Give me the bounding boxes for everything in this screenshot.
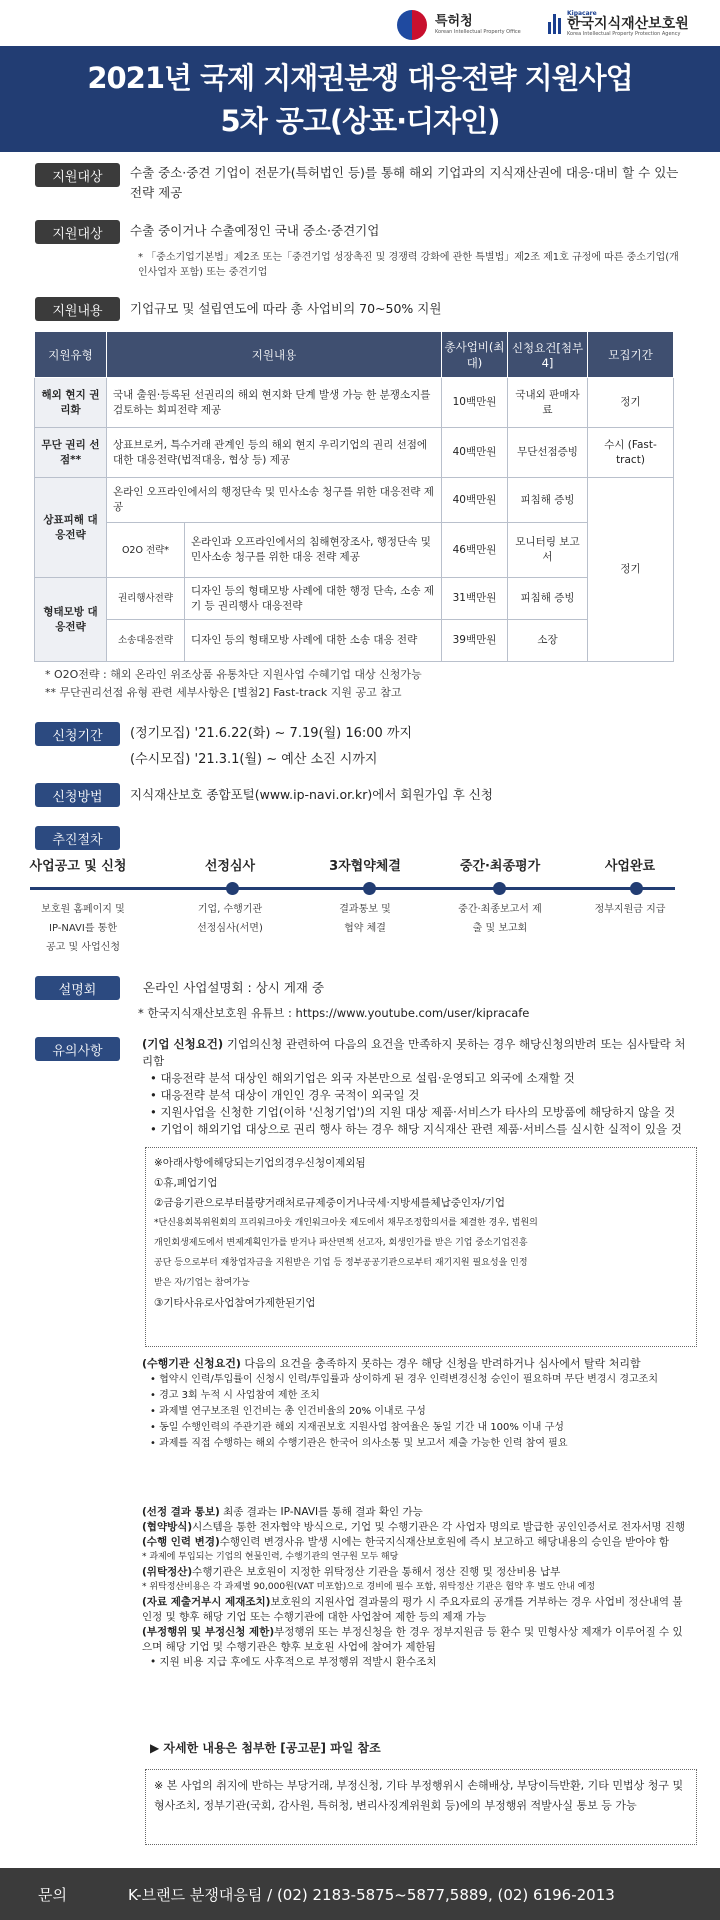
table-row	[35, 428, 674, 478]
item-text: 대응전략 분석 대상이 개인인 경우 국적이 외국일 것	[160, 1088, 420, 1102]
step-dot	[493, 882, 506, 895]
label-method: 신청방법	[35, 783, 120, 807]
item-text: 협약시 인력/투입률이 신청시 인력/투입률과 상이하게 된 경우 인력변경신청 승인이 필요하며 무단 변경시 경고조치	[159, 1374, 658, 1385]
kipo-name: 특허청	[435, 14, 473, 29]
box-line: 공단 등으로부터 재창업자금을 지원받은 기업 등 정부공공기관으로부터 재기지원 필요성을 인정	[154, 1258, 528, 1268]
item-text: 과제를 직접 수행하는 해외 수행기관은 한국어 의사소통 및 보고서 제출 가능한 인력 참여 필요	[159, 1438, 568, 1449]
cell-period: 수시 (Fast-tract)	[588, 428, 674, 478]
desc-line: 정부지원금 지급	[594, 904, 666, 915]
cell-period: 정기	[588, 378, 674, 428]
target2-note: * 「중소기업기본법」제2조 또는「중견기업 성장촉진 및 경쟁력 강화에 관한 특별법」제2조 제1호 규정에 따른 중소기업(개인사업자 포함) 또는 중견기업	[138, 252, 679, 278]
desc-line: 선정심사(서면)	[197, 923, 263, 934]
p5-title: (수행 인력 변경)	[142, 1536, 220, 1548]
cell-req: 국내외 판매자료	[508, 378, 588, 428]
box-line: ※아래사항에해당되는기업의경우신청이제외됨	[154, 1157, 366, 1169]
item-text: 대응전략 분석 대상인 해외기업은 외국 자본만으로 설립·운영되고 외국에 소재할 것	[160, 1071, 575, 1085]
cell-cost: 40백만원	[442, 478, 508, 523]
desc-line: 출 및 보고회	[472, 923, 528, 934]
detail-note: ▶ 자세한 내용은 첨부한 [공고문] 파일 참조	[150, 1741, 381, 1755]
label-content: 지원내용	[35, 297, 120, 321]
step-3: 3자협약체결	[329, 859, 401, 874]
label-target2: 지원대상	[35, 220, 120, 244]
p1-title: (기업 신청요건)	[142, 1037, 224, 1051]
desc-line: 결과통보 및	[339, 904, 391, 915]
kipa-logo	[548, 10, 689, 37]
list-item: • 대응전략 분석 대상이 개인인 경우 국적이 외국일 것	[150, 1088, 420, 1102]
banner-title: 2021년 국제 지재권분쟁 대응전략 지원사업	[87, 61, 633, 95]
p8-text: 부정행위 또는 부정신청을 한 경우 정부지원금 등 환수 및 민형사상 제재가 이루어질 수 있으며 해당 기업 및 수행기관은 향후 보호원 사업에 참여가 제한됨	[142, 1626, 683, 1653]
kipa-name: 한국지식재산보호원	[567, 16, 689, 32]
kipa-emblem-icon	[548, 14, 561, 34]
process-timeline	[0, 840, 720, 900]
cell-cost: 10백만원	[442, 378, 508, 428]
cell-req: 피침해 증빙	[508, 478, 588, 523]
cell-type: 해외 현지 권리화	[35, 378, 107, 428]
support-table	[34, 331, 674, 662]
list-item: • 과제별 연구보조원 인건비는 총 인건비율의 20% 이내로 구성	[150, 1406, 426, 1417]
content-text: 기업규모 및 설립연도에 따라 총 사업비의 70~50% 지원	[130, 301, 442, 316]
step-5: 사업완료	[604, 859, 656, 874]
item-text: 지원 비용 지급 후에도 사후적으로 부정행위 적발시 환수조치	[159, 1656, 437, 1668]
th-period: 모집기간	[588, 332, 674, 378]
kipo-emblem-icon	[397, 10, 427, 40]
label-target1: 지원대상	[35, 163, 120, 187]
cell-content: 온라인 오프라인에서의 행정단속 및 민사소송 청구를 위한 대응전략 제공	[107, 478, 442, 523]
list-item: • 경고 3회 누적 시 사업참여 제한 조치	[150, 1390, 320, 1401]
cell-cost: 31백만원	[442, 578, 508, 620]
cell-type: 무단 권리 선점**	[35, 428, 107, 478]
step-dot	[363, 882, 376, 895]
warning-box: ※ 본 사업의 취지에 반하는 부당거래, 부정신청, 기타 부정행위시 손해배상, 부당이득반환, 기타 민법상 청구 및 형사조치, 정부기관(국회, 감사원, 특허청, 변리사징계위원회 등)에의 부정행위 적발사실 통보 등 가능	[145, 1769, 697, 1845]
period-line1: (정기모집) '21.6.22(화) ~ 7.19(월) 16:00 까지	[130, 726, 413, 741]
list-item: • 대응전략 분석 대상인 해외기업은 외국 자본만으로 설립·운영되고 외국에 소재할 것	[150, 1071, 575, 1085]
p2-title: (수행기관 신청요건)	[142, 1357, 241, 1370]
banner-subtitle: 5차 공고(상표·디자인)	[220, 104, 500, 138]
step-2-desc	[170, 900, 290, 938]
list-item: • 과제를 직접 수행하는 해외 수행기관은 한국어 의사소통 및 보고서 제출 가능한 인력 참여 필요	[150, 1438, 568, 1449]
kipo-sub: Korean Intellectual Property Office	[435, 29, 521, 35]
list-item: • 기업이 해외기업 대상으로 권리 행사 하는 경우 해당 지식재산 관련 제품·서비스를 실시한 실적이 있을 것	[150, 1122, 682, 1136]
box-line: ③기타사유로사업참여가제한된기업	[154, 1297, 316, 1309]
step-1: 사업공고 및 신청	[29, 859, 127, 874]
kipa-sub: Korea Intellectual Property Protection Agency	[567, 31, 681, 37]
step-3-desc	[310, 900, 420, 938]
p3	[142, 1505, 692, 1520]
p7-text: 보호원의 지원사업 결과물의 평가 시 주요자료의 공개를 거부하는 경우 사업비 정산내역 불인정 및 향후 해당 기업 또는 수행기관에 대한 사업참여 제한 등의 제재 가능	[142, 1596, 683, 1623]
cell-type: 상표피해 대응전략	[35, 478, 107, 578]
footer-label: 문의	[38, 1885, 67, 1904]
item-text: 경고 3회 누적 시 사업참여 제한 조치	[159, 1390, 320, 1401]
label-period: 신청기간	[35, 722, 120, 746]
period-line2: (수시모집) '21.3.1(월) ~ 예산 소진 시까지	[130, 752, 378, 767]
caution-p1	[142, 1036, 692, 1138]
p7-title: (자료 제출거부시 제재조치)	[142, 1596, 271, 1608]
step-1-desc	[18, 900, 148, 957]
title-banner	[0, 46, 720, 152]
p3-text: 최종 결과는 IP-NAVI를 통해 결과 확인 가능	[223, 1506, 423, 1518]
list-item: • 동일 수행인력의 주관기관 해외 지재권보호 지원사업 참여율은 동일 기간 내 100% 이내 구성	[150, 1422, 564, 1433]
step-4-desc	[435, 900, 565, 938]
exclusion-box	[145, 1147, 697, 1347]
p5-note: * 과제에 투입되는 기업의 현물인력, 수행기관의 연구원 모두 해당	[142, 1552, 399, 1562]
item-text: 과제별 연구보조원 인건비는 총 인건비율의 20% 이내로 구성	[159, 1406, 426, 1417]
p8-title: (부정행위 및 부정신청 제한)	[142, 1626, 275, 1638]
p1-text: 기업의신청 관련하여 다음의 요건을 만족하지 못하는 경우 해당신청의반려 또는 심사탈락 처리함	[142, 1037, 686, 1068]
cell-req: 무단선점증빙	[508, 428, 588, 478]
label-process: 추진절차	[35, 826, 120, 850]
p7	[142, 1595, 692, 1625]
step-2: 선정심사	[204, 859, 256, 874]
cell-cost: 46백만원	[442, 523, 508, 578]
box-line: *단신용회복위원회의 프리워크아웃 개인워크아웃 제도에서 채무조정합의서를 체결한 경우, 법원의	[154, 1218, 538, 1228]
step-dot	[226, 882, 239, 895]
desc-line: 보호원 홈페이지 및	[41, 904, 125, 915]
p5	[142, 1535, 692, 1550]
p4-title: (협약방식)	[142, 1521, 193, 1533]
kipo-logo	[397, 10, 521, 40]
footer-contact: K-브랜드 분쟁대응팀 / (02) 2183-5875~5877,5889, (02) 6196-2013	[128, 1885, 615, 1904]
target2-text: 수출 중이거나 수출예정인 국내 중소·중견기업	[130, 223, 380, 238]
table-row	[35, 478, 674, 523]
desc-line: 기업, 수행기관	[197, 904, 263, 915]
cell-content: 디자인 등의 형태모방 사례에 대한 소송 대응 전략	[185, 620, 442, 662]
table-note: * O2O전략 : 해외 온라인 위조상품 유통차단 지원사업 수혜기업 대상 신청가능	[45, 668, 422, 681]
th-type: 지원유형	[35, 332, 107, 378]
briefing-sub: * 한국지식재산보호원 유튜브 : https://www.youtube.com/user/kipracafe	[138, 1006, 530, 1020]
table-row	[35, 378, 674, 428]
cell-type: 형태모방 대응전략	[35, 578, 107, 662]
p6	[142, 1565, 692, 1580]
desc-line: 협약 체결	[344, 923, 386, 934]
p6-title: (위탁정산)	[142, 1566, 193, 1578]
cell-cost: 39백만원	[442, 620, 508, 662]
item-text: 기업이 해외기업 대상으로 권리 행사 하는 경우 해당 지식재산 관련 제품·서비스를 실시한 실적이 있을 것	[160, 1122, 682, 1136]
list-item: • 지원 비용 지급 후에도 사후적으로 부정행위 적발시 환수조치	[150, 1656, 437, 1668]
header-logos	[0, 6, 720, 48]
cell-sub: O2O 전략*	[107, 523, 185, 578]
cell-content: 디자인 등의 형태모방 사례에 대한 행정 단속, 소송 제기 등 권리행사 대응전략	[185, 578, 442, 620]
box-line: 받은 자/기업는 참여가능	[154, 1278, 250, 1288]
th-req: 신청요건[첨부4]	[508, 332, 588, 378]
list-item: • 협약시 인력/투입률이 신청시 인력/투입률과 상이하게 된 경우 인력변경신청 승인이 필요하며 무단 변경시 경고조치	[150, 1374, 658, 1385]
cell-content: 국내 출원·등록된 선권리의 해외 현지화 단계 발생 가능 한 분쟁소지를 검토하는 회피전략 제공	[107, 378, 442, 428]
p6-text: 수행기관은 보호원이 지정한 위탁정산 기관을 통해서 정산 진행 및 정산비용 납부	[192, 1566, 561, 1578]
box-line: 개인회생제도에서 변제계획인가를 받거나 파산면책 선고자, 회생인가를 받은 기업 중소기업진흥	[154, 1238, 528, 1248]
box-line: ②금융기관으로부터불량거래처로규제중이거나국세·지방세를체납중인자/기업	[154, 1197, 506, 1209]
p5-text: 수행인력 변경사유 발생 시에는 한국지식재산보호원에 즉시 보고하고 해당내용의 승인을 받아야 함	[219, 1536, 670, 1548]
table-row	[35, 620, 674, 662]
label-caution: 유의사항	[35, 1037, 120, 1061]
step-4: 중간·최종평가	[459, 859, 541, 874]
cell-content: 상표브로커, 특수거래 관계인 등의 해외 현지 우리기업의 권리 선점에 대한 대응전략(법적대응, 협상 등) 제공	[107, 428, 442, 478]
cell-req: 소장	[508, 620, 588, 662]
table-note: ** 무단권리선점 유형 관련 세부사항은 [별첨2] Fast-track 지원 공고 참고	[45, 686, 402, 699]
cell-req: 피침해 증빙	[508, 578, 588, 620]
kipa-care: Kipacare	[567, 10, 597, 17]
cell-sub: 소송대응전략	[107, 620, 185, 662]
p4-text: 시스템을 통한 전자협약 방식으로, 기업 및 수행기관은 각 사업자 명의로 발급한 공인인증서로 전자서명 진행	[192, 1521, 686, 1533]
p3-title: (선정 결과 통보)	[142, 1506, 220, 1518]
list-item: • 지원사업을 신청한 기업(이하 '신청기업')의 지원 대상 제품·서비스가 타사의 모방품에 해당하지 않을 것	[150, 1105, 676, 1119]
th-cost: 총사업비(최대)	[442, 332, 508, 378]
cell-cost: 40백만원	[442, 428, 508, 478]
item-text: 지원사업을 신청한 기업(이하 '신청기업')의 지원 대상 제품·서비스가 타사의 모방품에 해당하지 않을 것	[160, 1105, 676, 1119]
desc-line: 중간·최종보고서 제	[458, 904, 542, 915]
desc-line: IP-NAVI를 통한	[49, 923, 117, 934]
step-dot	[630, 882, 643, 895]
cell-sub: 권리행사전략	[107, 578, 185, 620]
label-briefing: 설명회	[35, 976, 120, 1000]
item-text: 동일 수행인력의 주관기관 해외 지재권보호 지원사업 참여율은 동일 기간 내 100% 이내 구성	[159, 1422, 564, 1433]
caution-p2	[142, 1356, 692, 1452]
process-line	[30, 887, 675, 890]
th-content: 지원내용	[107, 332, 442, 378]
p2-text: 다음의 요건을 충족하지 못하는 경우 해당 신청을 반려하거나 심사에서 탈락 처리함	[244, 1357, 641, 1370]
table-row	[35, 523, 674, 578]
target1-text: 수출 중소·중견 기업이 전문가(특허법인 등)를 통해 해외 기업과의 지식재산권에 대응·대비 할 수 있는 전략 제공	[130, 165, 679, 200]
p8	[142, 1625, 692, 1655]
cell-content: 온라인과 오프라인에서의 침해현장조사, 행정단속 및 민사소송 청구를 위한 대응 전략 제공	[185, 523, 442, 578]
briefing-text: 온라인 사업설명회 : 상시 게재 중	[143, 980, 325, 995]
cell-period: 정기	[588, 478, 674, 662]
p4	[142, 1520, 692, 1535]
step-5-desc	[575, 900, 685, 919]
desc-line: 공고 및 사업신청	[46, 942, 120, 953]
box-line: ①휴,폐업기업	[154, 1177, 218, 1189]
caution-rest	[142, 1505, 692, 1670]
cell-req: 모니터링 보고서	[508, 523, 588, 578]
p6-note: * 위탁정산비용은 각 과제별 90,000원(VAT 미포함)으로 경비에 필수 포함, 위탁정산 기관은 협약 후 별도 안내 예정	[142, 1582, 596, 1592]
method-text: 지식재산보호 종합포털(www.ip-navi.or.kr)에서 회원가입 후 신청	[130, 787, 493, 802]
footer	[0, 1868, 720, 1920]
table-row	[35, 578, 674, 620]
